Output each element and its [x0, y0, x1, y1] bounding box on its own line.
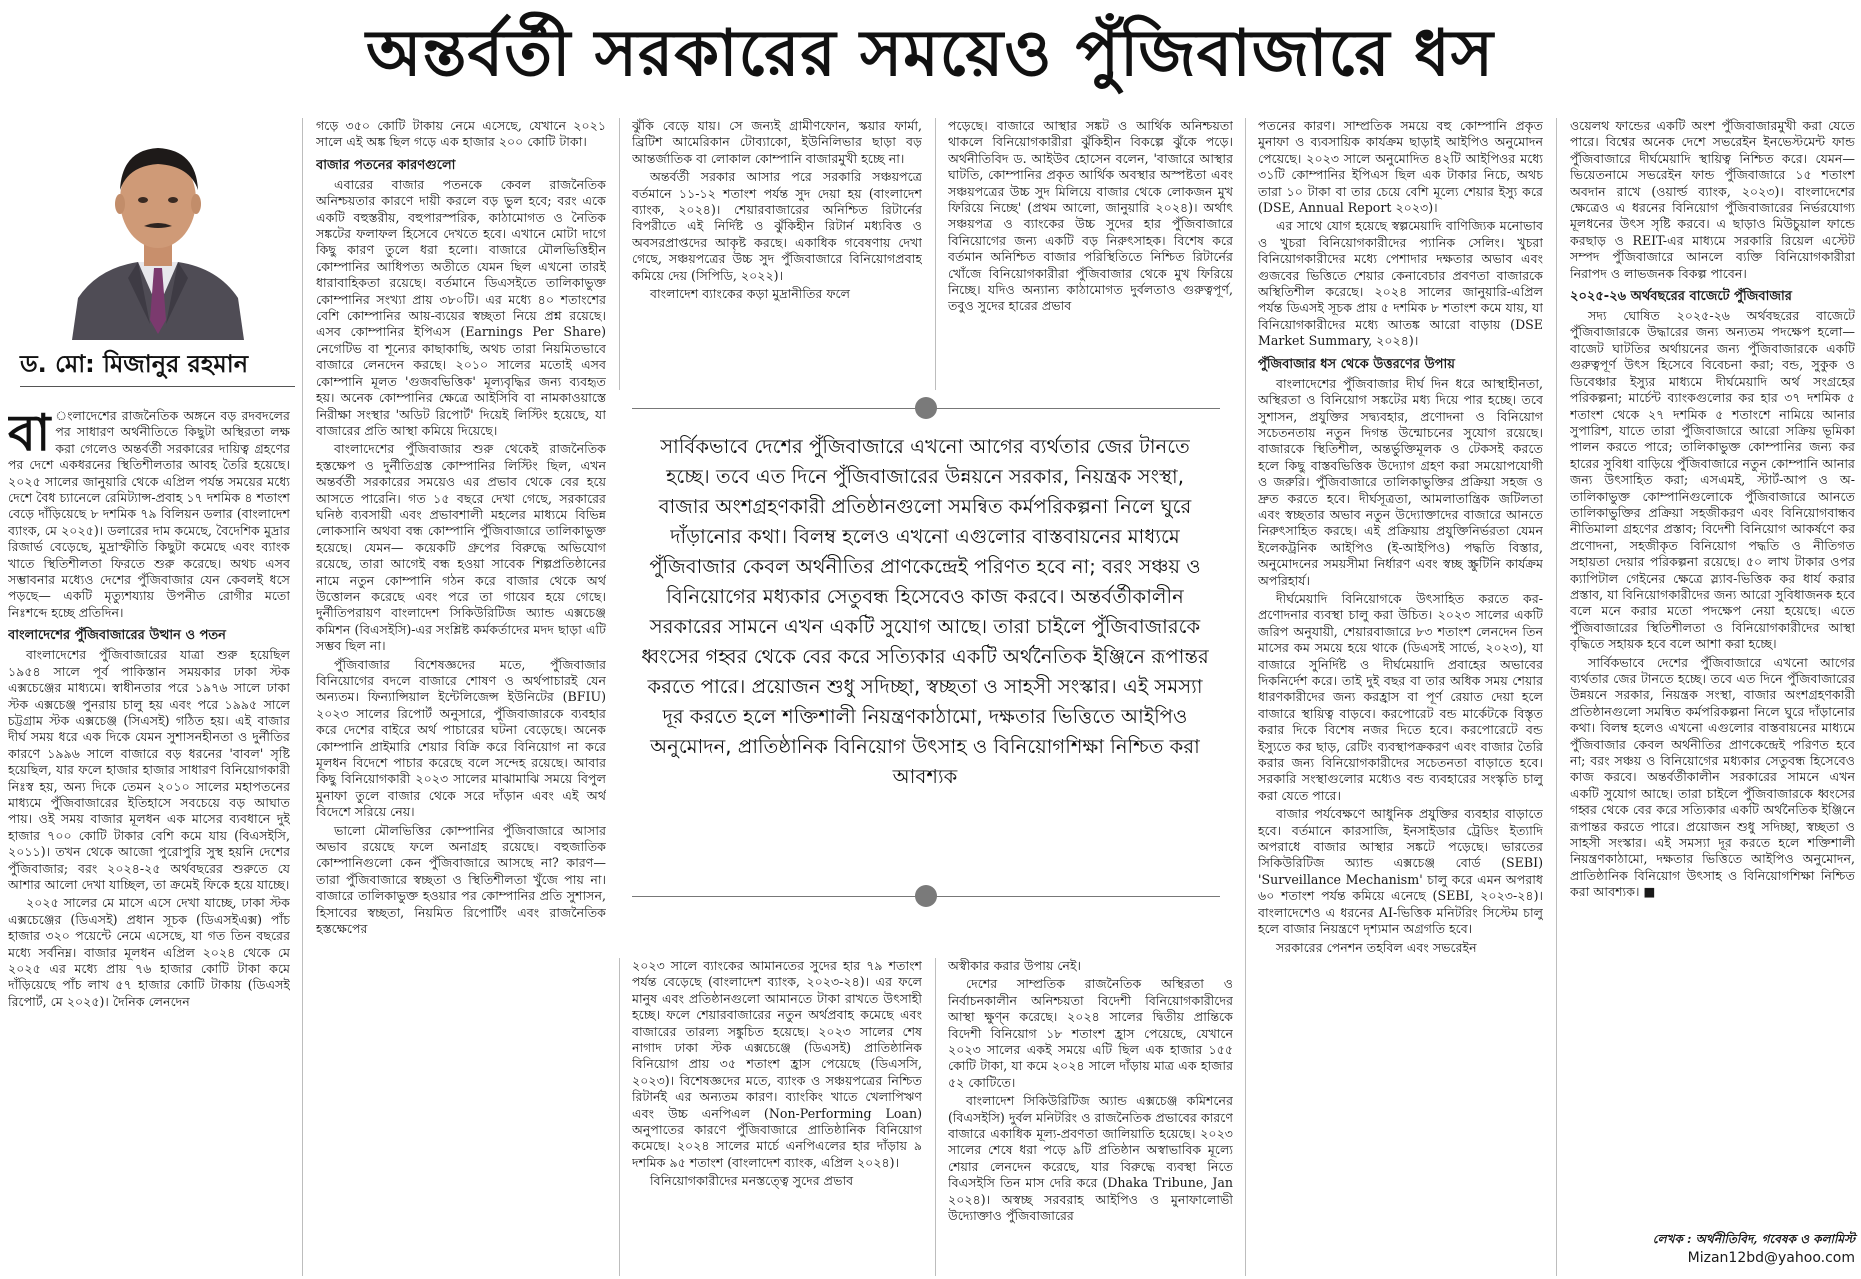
- paragraph: ওয়েলথ ফান্ডের একটি অংশ পুঁজিবাজারমুখী করা যেতে পারে। বিশ্বের অনেক দেশে সভরেইন ইনভেস্টমেন্ট ফান্ড পুঁজিবাজারে দীর্ঘমেয়াদি স্থায়িত্ব নিশ্চিত করে। যেমন— ভিয়েতনামে সভরেইন ফান্ড পুঁজিবাজারে ১৫ শতাংশ অবদান রাখে (ওয়ার্ল্ড ব্যাংক, ২০২৩)। বাংলাদেশের ক্ষেত্রেও এ ধরনের বিনিয়োগ পুঁজিবাজারের নির্ভরযোগ্য মূলধনের উৎস সৃষ্টি করবে। এ ছাড়াও মিউচুয়াল ফান্ডে করছাড় ও REIT-এর মাধ্যমে সরকারি রিয়েল এস্টেট সম্পদ পুঁজিবাজারে আনলে ব্যক্তি বিনিয়োগকারীরা নিরাপদ ও লাভজনক বিকল্প পাবেন।: [1570, 118, 1855, 281]
- paragraph: গড়ে ৩৫০ কোটি টাকায় নেমে এসেছে, যেখানে ২০২১ সালে এই অঙ্ক ছিল গড়ে এক হাজার ২০০ কোটি টাকা।: [316, 118, 606, 150]
- paragraph: সার্বিকভাবে দেশের পুঁজিবাজারে এখনো আগের ব্যর্থতার জের টানতে হচ্ছে। তবে এত দিনে পুঁজিবাজারের উন্নয়নে সরকার, নিয়ন্ত্রক সংস্থা, বাজার অংশগ্রহণকারী প্রতিষ্ঠানগুলো সমন্বিত কর্মপরিকল্পনা নিলে ঘুরে দাঁড়ানোর কথা। বিলম্ব হলেও এখনো এগুলোর বাস্তবায়নের মাধ্যমে পুঁজিবাজার কেবল অর্থনীতির প্রাণকেন্দ্রেই পরিণত হবে না; বরং সঞ্চয় ও বিনিয়োগের মধ্যকার সেতুবন্ধ হিসেবেও কাজ করবে। অন্তর্বর্তীকালীন সরকারের সামনে এখন একটি সুযোগ আছে। তারা চাইলে পুঁজিবাজারকে ধ্বংসের গহ্বর থেকে বের করে সত্যিকার একটি অর্থনৈতিক ইঞ্জিনে রূপান্তর করতে পারে। প্রয়োজন শুধু সদিচ্ছা, স্বচ্ছতা ও সাহসী সংস্কার। এই সমস্যা দূর করতে হলে শক্তিশালী নিয়ন্ত্রণকাঠামো, দক্ষতার ভিত্তিতে আইপিও অনুমোদন, প্রাতিষ্ঠানিক বিনিয়োগ উৎসাহ ও বিনিয়োগশিক্ষা নিশ্চিত করা আবশ্যক। ■: [1570, 654, 1855, 900]
- column-rule: [1556, 118, 1557, 1276]
- column-rule: [935, 118, 936, 390]
- paragraph: ঝুঁকি বেড়ে যায়। সে জন্যই গ্রামীণফোন, স্কয়ার ফার্মা, ব্রিটিশ আমেরিকান টোব্যাকো, ইউনিলিভার ছাড়া বড় আন্তর্জাতিক বা লোকাল কোম্পানি বাজারমুখী হচ্ছে না।: [632, 118, 922, 166]
- section-heading: বাজার পতনের কারণগুলো: [316, 157, 456, 173]
- article-column-1: [8, 408, 290, 1276]
- paragraph: দীর্ঘমেয়াদি বিনিয়োগকে উৎসাহিত করতে কর-প্রণোদনার ব্যবস্থা চালু করা উচিত। ২০২৩ সালের একটি জরিপ অনুযায়ী, শেয়ারবাজারে ৮৩ শতাংশ লেনদেন তিন মাসের কম সময়ে হয়ে থাকে (ডিএসই সার্ভে, ২০২৩), যা বাজারে সুনির্দিষ্ট ও দীর্ঘমেয়াদি প্রবাহের অভাবের দিকনির্দেশ করে। তাই দুই বছর বা তার অধিক সময় শেয়ার ধারণকারীদের জন্য করহ্রাস বা পূর্ণ রেয়াত দেয়া হলে বাজারে স্থায়িত্ব বাড়বে। করপোরেট বন্ড মার্কেটকে বিস্তৃত করার দিকে বিশেষ নজর দিতে হবে। করপোরেটে বন্ড ইস্যুতে কর ছাড়, রেটিং ব্যবস্থাপক্রকরণ এবং বাজার তৈরি করার জন্য বিনিয়োগকারীদের সচেতনতা বাড়াতে হবে। সরকারি সংস্থাগুলোর মধ্যেও বন্ড ব্যবহারের সংস্কৃতি চালু করা যেতে পারে।: [1258, 590, 1543, 803]
- column-rule: [619, 958, 620, 1276]
- pullquote-dot-bottom: [915, 885, 937, 907]
- paragraph: এবারের বাজার পতনকে কেবল রাজনৈতিক অনিশ্চয়তার কারণে দায়ী করলে বড় ভুল হবে; বরং একে একটি বহুস্তরীয়, বহুপারস্পরিক, কাঠামোগত ও নৈতিক সঙ্কটের ফলাফল হিসেবে দেখতে হবে। এখানে মোটা দাগে কিছু কারণ তুলে ধরা হলো। বাজারে মৌলভিত্তিহীন কোম্পানির আধিপত্য অতীতে যেমন ছিল এখনো তারই ধারাবাহিকতা রয়েছে। বর্তমানে ডিএসইতে তালিকাভুক্ত কোম্পানির সংখ্যা প্রায় ৩৮০টি। এর মধ্যে ৪০ শতাংশের বেশি কোম্পানির আয়-ব্যয়ের স্বচ্ছতা নিয়ে প্রশ্ন রয়েছে। এসব কোম্পানির ইপিএস (Earnings Per Share) নেগেটিভ বা শূন্যের কাছাকাছি, অথচ তারা নিয়মিতভাবে বাজারে লেনদেন করছে। ২০১০ সালের মতোই এসব কোম্পানি মূলত 'গুজবভিত্তিক' মূল্যবৃদ্ধির জন্য ব্যবহৃত হয়। অনেক কোম্পানির ক্ষেত্রে আইসিবি বা নামকাওয়াস্তে নিরীক্ষা সংস্থার 'অডিট রিপোর্ট' দিয়েই লিস্টিং হয়েছে, যা বাজারের প্রতি আস্থা কমিয়ে দিয়েছে।: [316, 176, 606, 438]
- paragraph: বাংলাদেশ সিকিউরিটিজ অ্যান্ড এক্সচেঞ্জ কমিশনের (বিএসইসি) দুর্বল মনিটরিং ও রাজনৈতিক প্রভাবের কারণে বাজারে একাধিক মূল্য-প্রবণতা জালিয়াতি হয়েছে। ২০২৩ সালের শেষে ধরা পড়ে ৯টি প্রতিষ্ঠান অস্বাভাবিক মূল্যে শেয়ার লেনদেন করেছে, যার বিরুদ্ধে ব্যবস্থা নিতে বিএসইসি তিন মাস দেরি করে (Dhaka Tribune, Jan ২০২৪)। অস্বচ্ছ সরবরাহ আইপিও ও মুনাফালোভী উদ্যোক্তাও পুঁজিবাজারের: [948, 1093, 1233, 1224]
- paragraph: ংলাদেশের রাজনৈতিক অঙ্গনে বড় রদবদলের পর সাধারণ অর্থনীতিতে কিছুটা অস্থিরতা লক্ষ করা গেলেও অন্তর্বর্তী সরকারের দায়িত্ব গ্রহণের পর দেশে একধরনের স্থিতিশীলতার আবহ তৈরি হয়েছে। ২০২৫ সালের জানুয়ারি থেকে এপ্রিল পর্যন্ত সময়ের মধ্যে দেশে বৈধ চ্যানেলে রেমিট্যান্স-প্রবাহ ১৭ দশমিক ৪ শতাংশ বেড়ে দাঁড়িয়েছে ৮ দশমিক ৭৯ বিলিয়ন ডলার (বাংলাদেশ ব্যাংক, মে ২০২৫)। ডলারের দাম কমেছে, বৈদেশিক মুদ্রার রিজার্ভ বেড়েছে, মুদ্রাস্ফীতি কিছুটা কমেছে এবং ব্যাংক খাতে স্থিতিশীলতা ফিরতে শুরু করেছে। অথচ এসব সম্ভাবনার মধ্যেও দেশের পুঁজিবাজার যেন কেবলই ধসে পড়ছে— একটি মৃত্যুশয্যায় উপনীত রোগীর মতো নিঃশব্দে হচ্ছে প্রতিদিন।: [8, 408, 290, 620]
- column-rule: [302, 118, 303, 1276]
- author-byline: লেখক : অর্থনীতিবিদ, গবেষক ও কলামিস্ট: [1652, 1232, 1855, 1246]
- paragraph: অন্তর্বর্তী সরকার আসার পরে সরকারি সঞ্চয়পত্রে বর্তমানে ১১-১২ শতাংশ পর্যন্ত সুদ দেয়া হয় (বাংলাদেশ ব্যাংক, ২০২৪)। শেয়ারবাজারের অনিশ্চিত রিটার্নের বিপরীতে এই নির্দিষ্ট ও ঝুঁকিহীন রিটার্ন মধ্যবিত্ত ও অবসরপ্রাপ্তদের আকৃষ্ট করছে। একাধিক গবেষণায় দেখা গেছে, সঞ্চয়পত্রের উচ্চ সুদ পুঁজিবাজারে বিনিয়োগপ্রবাহ কমিয়ে দেয় (সিপিডি, ২০২২)।: [632, 169, 922, 283]
- pullquote-dot-top: [915, 397, 937, 419]
- paragraph: দেশের সাম্প্রতিক রাজনৈতিক অস্থিরতা ও নির্বাচনকালীন অনিশ্চয়তা বিদেশী বিনিয়োগকারীদের আস্থা ক্ষুণ্ন করেছে। ২০২৪ সালের দ্বিতীয় প্রান্তিকে বিদেশী বিনিয়োগ ১৮ শতাংশ হ্রাস পেয়েছে, যেখানে ২০২৩ সালের একই সময়ে এটি ছিল এক হাজার ১৫৫ কোটি টাকা, যা কমে ২০২৪ সালে দাঁড়ায় মাত্র এক হাজার ৫২ কোটিতে।: [948, 976, 1233, 1090]
- author-email[interactable]: Mizan12bd@yahoo.com: [1687, 1250, 1855, 1266]
- author-portrait: [58, 128, 258, 340]
- paragraph: পতনের কারণ। সাম্প্রতিক সময়ে বহু কোম্পানি প্রকৃত মুনাফা ও ব্যবসায়িক কার্যক্রম ছাড়াই আইপিও অনুমোদন পেয়েছে। ২০২৩ সালে অনুমোদিত ৪২টি আইপিওর মধ্যে ৩১টি কোম্পানির ইপিএস ছিল এক টাকার নিচে, অথচ তারা ১০ টাকা বা তার চেয়ে বেশি মূল্যে শেয়ার ইস্যু করে (DSE, Annual Report ২০২৩)।: [1258, 118, 1543, 216]
- paragraph: এর সাথে যোগ হয়েছে স্বল্পমেয়াদি বাণিজ্যিক মনোভাব ও খুচরা বিনিয়োগকারীদের প্যানিক সেলিং। খুচরা বিনিয়োগকারীদের মধ্যে পেশাদার দক্ষতার অভাব এবং গুজবের ভিত্তিতে শেয়ার কেনাবেচার প্রবণতা বাজারকে অস্থিতিশীল করেছে। ২০২৪ সালের জানুয়ারি-এপ্রিল পর্যন্ত ডিএসই সূচক প্রায় ৫ দশমিক ৮ শতাংশ কমে যায়, যা বিনিয়োগকারীদের মধ্যে আতঙ্ক আরো বাড়ায় (DSE Market Summary, ২০২৪)।: [1258, 218, 1543, 349]
- article-column-3-bottom: [632, 958, 922, 1276]
- column-rule: [935, 958, 936, 1276]
- paragraph: সরকারের পেনশন তহবিল এবং সভরেইন: [1276, 939, 1477, 955]
- article-column-4-top: [948, 118, 1233, 390]
- section-heading: পুঁজিবাজার ধস থেকে উত্তরণের উপায়: [1258, 356, 1455, 372]
- author-credit: [1570, 1230, 1855, 1274]
- paragraph: ২০২৩ সালে ব্যাংকের আমানতের সুদের হার ৭৯ শতাংশ পর্যন্ত বেড়েছে (বাংলাদেশ ব্যাংক, ২০২৩-২৪)। এর ফলে মানুষ এবং প্রতিষ্ঠানগুলো আমানতে টাকা রাখতে উৎসাহী হচ্ছে। ফলে শেয়ারবাজারের নতুন অর্থপ্রবাহ কমেছে এবং বাজারের তারল্য সঙ্কুচিত হয়েছে। ২০২৩ সালের শেষ নাগাদ ঢাকা স্টক এক্সচেঞ্জে (ডিএসই) প্রাতিষ্ঠানিক বিনিয়োগ প্রায় ৩৫ শতাংশ হ্রাস পেয়েছে (ডিএসসি, ২০২৩)। বিশেষজ্ঞদের মতে, ব্যাংক ও সঞ্চয়পত্রের নিশ্চিত রিটার্নই এর অন্যতম কারণ। ব্যাংকিং খাতে খেলাপিঋণ এবং উচ্চ এনপিএল (Non-Performing Loan) অনুপাতের কারণে পুঁজিবাজারে প্রাতিষ্ঠানিক বিনিয়োগ কমেছে। ২০২৪ সালের মার্চে এনপিএলের হার দাঁড়ায় ৯ দশমিক ৯৫ শতাংশ (বাংলাদেশ ব্যাংক, এপ্রিল ২০২৪)।: [632, 958, 922, 1170]
- column-rule: [1245, 118, 1246, 1276]
- paragraph: বিনিয়োগকারীদের মনস্তত্ত্বে সুদের প্রভাব: [650, 1173, 854, 1189]
- paragraph: সদ্য ঘোষিত ২০২৫-২৬ অর্থবছরের বাজেটে পুঁজিবাজারকে উদ্ধারের জন্য অন্যতম পদক্ষেপ হলো— বাজেট ঘাটতির অর্থায়নের জন্য পুঁজিবাজারকে একটি গুরুত্বপূর্ণ উৎস হিসেবে বিবেচনা করা; বন্ড, সুকুক ও ডিবেঞ্চার ইস্যুর মাধ্যমে দীর্ঘমেয়াদি অর্থ সংগ্রহের পরিকল্পনা; মার্চেন্ট ব্যাংকগুলোর কর হার ৩৭ দশমিক ৫ শতাংশ থেকে ২৭ দশমিক ৫ শতাংশে নামিয়ে আনার সুপারিশ, যাতে তারা পুঁজিবাজারে আরো সক্রিয় ভূমিকা পালন করতে পারে; তালিকাভুক্ত কোম্পানির জন্য কর হারের সুবিধা বাড়িয়ে পুঁজিবাজারে নতুন কোম্পানি আনার জন্য উৎসাহিত করা; এসএমই, স্টার্ট-আপ ও অ-তালিকাভুক্ত কোম্পানিগুলোকে পুঁজিবাজারে আনতে তালিকাভুক্তির প্রক্রিয়া সহজীকরণ এবং বিনিয়োগবান্ধব নীতিমালা গ্রহণের প্রস্তাব; বিদেশী বিনিয়োগ আকর্ষণে কর প্রণোদনা, সহজীকৃত বিনিয়োগ পদ্ধতি ও নীতিগত সহায়তা দেয়ার পরিকল্পনা রয়েছে। ৫০ লাখ টাকার ওপর ক্যাপিটাল গেইনের ক্ষেত্রে স্ল্যাব-ভিত্তিক কর ধার্য করার প্রস্তাব, যা বিনিয়োগকারীদের জন্য আরো সুবিধাজনক হবে বলে মনে করার মতো পদক্ষেপ নেয়া হয়েছে। এতে পুঁজিবাজারের স্থিতিশীলতা ও বিনিয়োগকারীদের আস্থা বৃদ্ধিতে সহায়ক হবে বলে আশা করা হচ্ছে।: [1570, 308, 1855, 652]
- article-column-2: [316, 118, 606, 1276]
- paragraph: বাংলাদেশের পুঁজিবাজারের যাত্রা শুরু হয়েছিল ১৯৫৪ সালে পূর্ব পাকিস্তান সময়কার ঢাকা স্টক এক্সচেঞ্জের মাধ্যমে। স্বাধীনতার পরে ১৯৭৬ সালে ঢাকা স্টক এক্সচেঞ্জ পুনরায় চালু হয় এবং পরে ১৯৯৫ সালে চট্টগ্রাম স্টক এক্সচেঞ্জ (সিএসই) গঠিত হয়। এই বাজার দীর্ঘ সময় ধরে এক দিকে যেমন সুশাসনহীনতা ও দুর্নীতির কারণে ১৯৯৬ সালে বাজারে বড় ধরনের 'বাবল' সৃষ্টি হয়েছিল, যার ফলে হাজার হাজার সাধারণ বিনিয়োগকারী নিঃস্ব হয়, অন্য দিকে তেমন ২০১০ সালের মহাপতনের মাধ্যমে পুঁজিবাজারের ইতিহাসে সবচেয়ে বড় আঘাত পায়। ওই সময় বাজার মূলধন এক মাসের ব্যবধানে দুই হাজার ৭০০ কোটি টাকার বেশি কমে যায় (বিএসইসি, ২০১১)। তখন থেকে আজো পুরোপুরি সুস্থ হয়নি দেশের পুঁজিবাজার; বরং ২০২৪-২৫ অর্থবছরের শুরুতে যে আশার আলো দেখা যাচ্ছিল, তা ক্রমেই ফিকে হয়ে যাচ্ছে।: [8, 647, 290, 892]
- paragraph: বাজার পর্যবেক্ষণে আধুনিক প্রযুক্তির ব্যবহার বাড়াতে হবে। বর্তমানে কারসাজি, ইনসাইডার ট্রেডিং ইত্যাদি অপরাধে বাজার আস্থার সঙ্কটে পড়েছে। ভারতের সিকিউরিটিজ অ্যান্ড এক্সচেঞ্জ বোর্ড (SEBI) 'Surveillance Mechanism' চালু করে এমন অপরাধ ৬০ শতাংশ পর্যন্ত কমিয়ে এনেছে (SEBI, ২০২৩-২৪)। বাংলাদেশেও এ ধরনের AI-ভিত্তিক মনিটরিং সিস্টেম চালু হলে বাজার নিয়ন্ত্রণে দৃশ্যমান অগ্রগতি হবে।: [1258, 806, 1543, 937]
- paragraph: বাংলাদেশ ব্যাংকের কড়া মুদ্রানীতির ফলে: [650, 286, 851, 302]
- drop-cap: বা: [8, 408, 51, 462]
- author-name: ড. মো: মিজানুর রহমান: [20, 350, 249, 378]
- article-column-3-top: [632, 118, 922, 390]
- paragraph: ভালো মৌলভিত্তির কোম্পানির পুঁজিবাজারে আসার অভাব রয়েছে ফলে অনাগ্রহ রয়েছে। বহুজাতিক কোম্পানিগুলো কেন পুঁজিবাজারে আসছে না? কারণ— তারা পুঁজিবাজারে স্বচ্ছতা ও স্থিতিশীলতা খুঁজে পায় না। বাজারে তালিকাভুক্ত হওয়ার পর কোম্পানির প্রতি সুশাসন, হিসাবের স্বচ্ছতা, নিয়মিত রিপোর্টিং এবং রাজনৈতিক হস্তক্ষেপের: [316, 822, 606, 937]
- paragraph: পড়েছে। বাজারে আস্থার সঙ্কট ও আর্থিক অনিশ্চয়তা থাকলে বিনিয়োগকারীরা ঝুঁকিহীন বিকল্পে ঝুঁকে পড়ে। অর্থনীতিবিদ ড. আইউব হোসেন বলেন, 'বাজারে আস্থার ঘাটতি, কোম্পানির প্রকৃত আর্থিক অবস্থার অস্পষ্টতা এবং সঞ্চয়পত্রের উচ্চ সুদ মিলিয়ে বাজার থেকে লোকজন মুখ ফিরিয়ে নিচ্ছে' (প্রথম আলো, জানুয়ারি ২০২৪)। অর্থাৎ সঞ্চয়পত্র ও ব্যাংকের উচ্চ সুদের হার পুঁজিবাজারে বিনিয়োগের জন্য একটি বড় নিরুৎসাহক। বিশেষ করে বর্তমান অনিশ্চিত বাজার পরিস্থিতিতে নিশ্চিত রিটার্নের খোঁজে বিনিয়োগকারীরা পুঁজিবাজার থেকে মুখ ফিরিয়ে নিচ্ছে। যদিও অন্যান্য কাঠামোগত দুর্বলতাও গুরুত্বপূর্ণ, তবুও সুদের হারের প্রভাব: [948, 118, 1233, 314]
- section-heading: ২০২৫-২৬ অর্থবছরের বাজেটে পুঁজিবাজার: [1570, 289, 1792, 305]
- column-rule: [619, 118, 620, 390]
- article-column-4-bottom: [948, 958, 1233, 1276]
- author-divider: [20, 386, 295, 387]
- article-column-5: [1258, 118, 1543, 1276]
- paragraph: ২০২৫ সালের মে মাসে এসে দেখা যাচ্ছে, ঢাকা স্টক এক্সচেঞ্জের (ডিএসই) প্রধান সূচক (ডিএসইএক্স) পাঁচ হাজার ৩২০ পয়েন্টে নেমে এসেছে, যা গত তিন বছরের মধ্যে সর্বনিম্ন। বাজার মূলধন এপ্রিল ২০২৪ থেকে মে ২০২৫ এর মধ্যে প্রায় ৭৬ হাজার কোটি টাকা কমে দাঁড়িয়েছে পাঁচ লাখ ৫৭ হাজার কোটি টাকায় (ডিএসই রিপোর্ট, মে ২০২৫)। দৈনিক লেনদেন: [8, 895, 290, 1009]
- paragraph: বাংলাদেশের পুঁজিবাজার শুরু থেকেই রাজনৈতিক হস্তক্ষেপ ও দুর্নীতিগ্রস্ত কোম্পানির লিস্টিং ছিল, এখন অন্তর্বর্তী সরকারের সময়েও এর প্রভাব থেকে বের হয়ে আসতে পারেনি। গত ১৫ বছরে দেখা গেছে, সরকারের ঘনিষ্ঠ ব্যবসায়ী এবং প্রভাবশালী মহলের মাধ্যমে বিভিন্ন লোকসানি অথবা বন্ধ কোম্পানি পুঁজিবাজারে তালিকাভুক্ত হয়েছে। যেমন— কয়েকটি গ্রুপের বিরুদ্ধে অভিযোগ রয়েছে, তারা আগেই বন্ধ হওয়া সাবেক শিল্পপ্রতিষ্ঠানের নামে নতুন কোম্পানি গঠন করে বাজার থেকে অর্থ উত্তোলন করেছে এবং পরে তা গায়েব হয়ে গেছে। দুর্নীতিপরায়ণ বাংলাদেশ সিকিউরিটিজ অ্যান্ড এক্সচেঞ্জ কমিশন (বিএসইসি)-এর সংশ্লিষ্ট কর্মকর্তাদের মদদ ছাড়া এটি সম্ভব ছিল না।: [316, 441, 606, 654]
- pull-quote: সার্বিকভাবে দেশের পুঁজিবাজারে এখনো আগের ব্যর্থতার জের টানতে হচ্ছে। তবে এত দিনে পুঁজিবাজারের উন্নয়নে সরকার, নিয়ন্ত্রক সংস্থা, বাজার অংশগ্রহণকারী প্রতিষ্ঠানগুলো সমন্বিত কর্মপরিকল্পনা নিলে ঘুরে দাঁড়ানোর কথা। বিলম্ব হলেও এখনো এগুলোর বাস্তবায়নের মাধ্যমে পুঁজিবাজার কেবল অর্থনীতির প্রাণকেন্দ্রেই পরিণত হবে না; বরং সঞ্চয় ও বিনিয়োগের মধ্যকার সেতুবন্ধ হিসেবেও কাজ করবে। অন্তর্বর্তীকালীন সরকারের সামনে এখন একটি সুযোগ আছে। তারা চাইলে পুঁজিবাজারকে ধ্বংসের গহ্বর থেকে বের করে সত্যিকার একটি অর্থনৈতিক ইঞ্জিনে রূপান্তর করতে পারে। প্রয়োজন শুধু সদিচ্ছা, স্বচ্ছতা ও সাহসী সংস্কার। এই সমস্যা দূর করতে হলে শক্তিশালী নিয়ন্ত্রণকাঠামো, দক্ষতার ভিত্তিতে আইপিও অনুমোদন, প্রাতিষ্ঠানিক বিনিয়োগ উৎসাহ ও বিনিয়োগশিক্ষা নিশ্চিত করা আবশ্যক: [641, 435, 1209, 788]
- article-column-6: [1570, 118, 1855, 1268]
- headline: অন্তর্বর্তী সরকারের সময়েও পুঁজিবাজারে ধস: [366, 16, 1494, 91]
- section-heading: বাংলাদেশের পুঁজিবাজারের উত্থান ও পতন: [8, 628, 226, 644]
- author-portrait-image: [58, 128, 258, 340]
- paragraph: পুঁজিবাজার বিশেষজ্ঞদের মতে, পুঁজিবাজার বিনিয়োগের বদলে বাজারে শোষণ ও অর্থপাচারই যেন অন্যতম। ফিন্যান্সিয়াল ইন্টেলিজেন্স ইউনিটের (BFIU) ২০২৩ সালের রিপোর্ট অনুসারে, পুঁজিবাজারকে ব্যবহার করে দেশের বাইরে অর্থ পাচারের ঘটনা বেড়েছে। অনেক কোম্পানি প্রাইমারি শেয়ার বিক্রি করে বিনিয়োগ না করে মূলধন বিদেশে পাচার করেছে বলে সন্দেহ রয়েছে। আবার কিছু বিনিয়োগকারী ২০২৩ সালের মাঝামাঝি সময়ে বিপুল মুনাফা তুলে বাজার থেকে সরে দাঁড়ান এবং এই অর্থ বিদেশে সরিয়ে নেয়।: [316, 656, 606, 820]
- paragraph: বাংলাদেশের পুঁজিবাজার দীর্ঘ দিন ধরে আস্থাহীনতা, অস্থিরতা ও বিনিয়োগ সঙ্কটের মধ্য দিয়ে পার হচ্ছে। তবে সুশাসন, প্রযুক্তির সদ্ব্যবহার, প্রণোদনা ও বিনিয়োগ সচেতনতায় নতুন দিগন্ত উন্মোচনের সুযোগ রয়েছে। বাজারকে স্থিতিশীল, অন্তর্ভুক্তিমূলক ও টেকসই করতে হলে কিছু বাস্তবভিত্তিক উদ্যোগ গ্রহণ করা সময়োপযোগী ও জরুরি। পুঁজিবাজারে তালিকাভুক্তির প্রক্রিয়া সহজ ও দ্রুত করতে হবে। দীর্ঘসূত্রতা, আমলাতান্ত্রিক জটিলতা এবং স্বচ্ছতার অভাব নতুন উদ্যোক্তাদের বাজারে আনতে নিরুৎসাহিত করছে। এই প্রক্রিয়ায় প্রযুক্তিনির্ভরতা যেমন ইলেকট্রনিক আইপিও (ই-আইপিও) পদ্ধতি বিস্তার, অনুমোদনের সময়সীমা নির্ধারণ এবং স্বচ্ছ স্ক্রুটিনি কার্যক্রম অপরিহার্য।: [1258, 375, 1543, 588]
- paragraph: অস্বীকার করার উপায় নেই।: [948, 958, 1082, 973]
